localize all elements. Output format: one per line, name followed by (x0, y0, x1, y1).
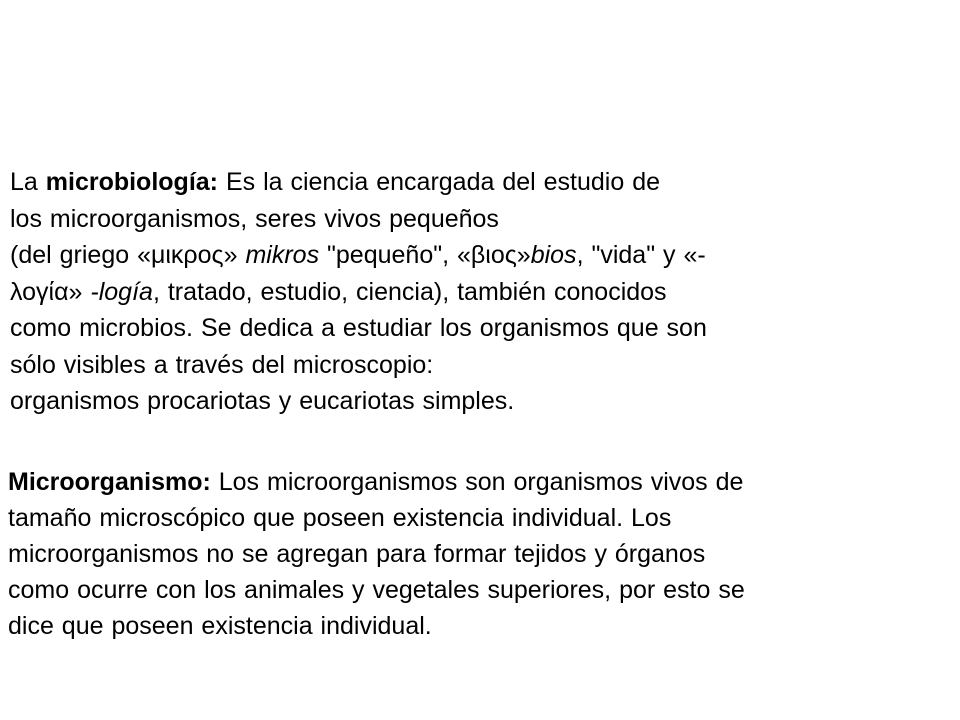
paragraph-line (10, 274, 707, 311)
paragraph-line: como microbios. Se dedica a estudiar los organismos que son (10, 314, 707, 342)
paragraph-line: como ocurre con los animales y vegetales superiores, por esto se (8, 576, 745, 604)
term-microbiologia: microbiología: (45, 168, 218, 196)
etymology-text: (del griego «μικρος» (10, 241, 246, 269)
paragraph-line: sólo visibles a través del microscopio: (10, 350, 434, 379)
etymology-italic: -logía (90, 277, 153, 306)
paragraph-line (10, 237, 707, 274)
paragraph-line: los microorganismos, seres vivos pequeños (10, 204, 499, 233)
paragraph-line: organismos procariotas y eucariotas simples. (10, 387, 515, 415)
paragraph-line (10, 164, 707, 201)
paragraph-line: microorganismos no se agregan para formar tejidos y órganos (8, 540, 706, 568)
definition-text: Es la ciencia encargada del estudio de (218, 168, 661, 196)
term-microorganismo: Microorganismo: (8, 468, 211, 496)
microbiologia-paragraph (10, 164, 707, 420)
microorganismo-paragraph (8, 464, 745, 644)
etymology-text: , "vida" y «- (576, 241, 706, 269)
paragraph-line: tamaño microscópico que poseen existencia individual. Los (8, 504, 672, 532)
intro-text: La (10, 168, 46, 196)
paragraph-line (8, 464, 745, 500)
etymology-text: "pequeño", «βιος» (319, 241, 531, 269)
paragraph-line: dice que poseen existencia individual. (8, 612, 432, 640)
etymology-text: λογία» (10, 277, 91, 306)
etymology-text: , tratado, estudio, ciencia), también conocidos (152, 277, 667, 306)
definition-text: Los microorganismos son organismos vivos de (210, 468, 744, 496)
etymology-italic: mikros (245, 241, 320, 269)
etymology-italic: bios (530, 241, 577, 269)
